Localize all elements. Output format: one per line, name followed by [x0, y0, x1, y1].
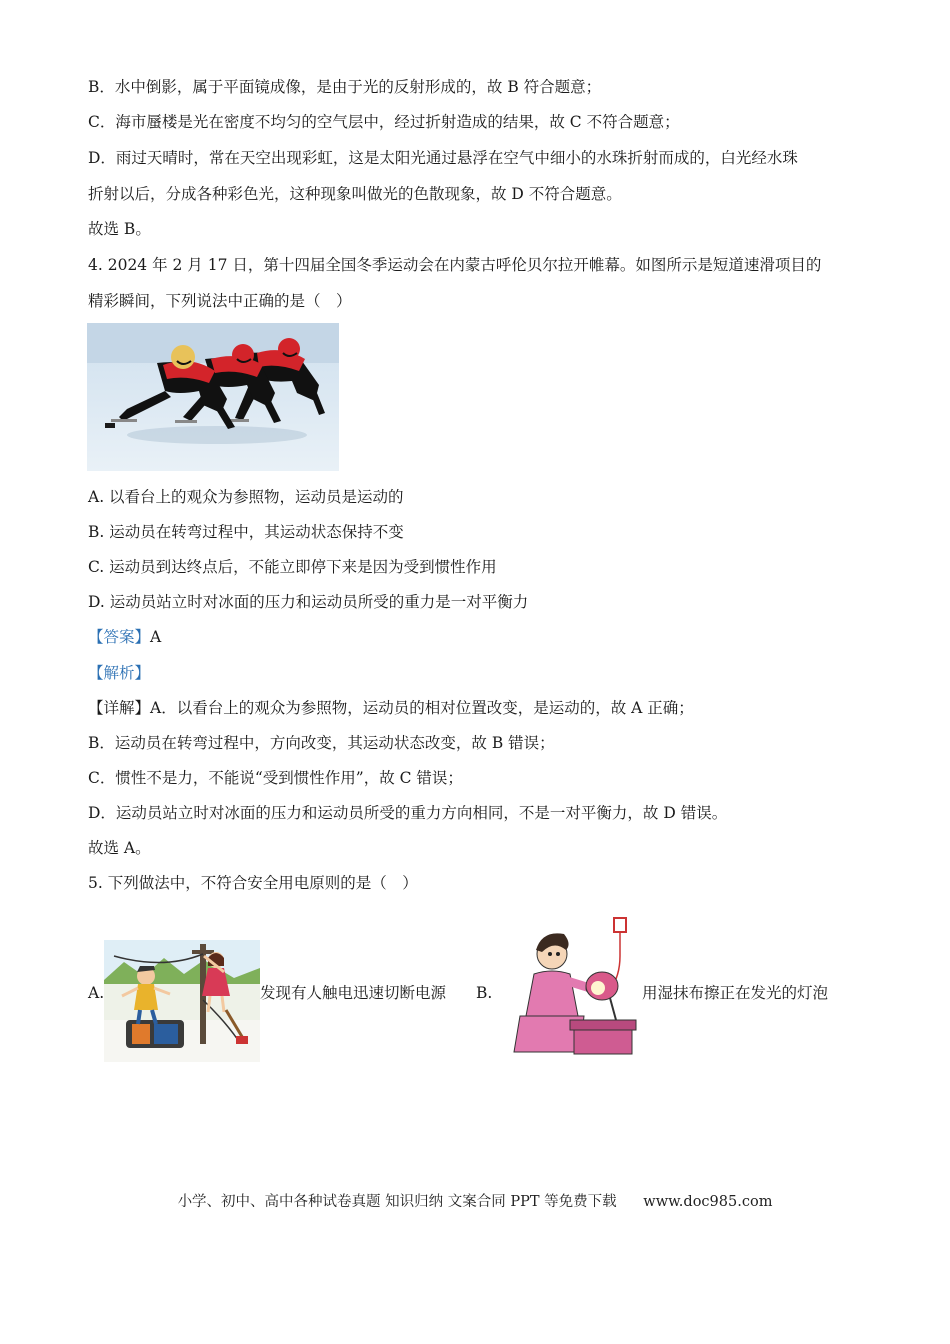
detail-label: 【详解】	[88, 699, 151, 717]
q4-choose: 故选 A。	[88, 839, 151, 857]
q4-detail-c: C．惯性不是力，不能说“受到惯性作用”，故 C 错误；	[88, 769, 463, 787]
footer-url[interactable]: www.doc985.com	[643, 1194, 773, 1210]
q4-detail-a	[88, 697, 694, 719]
q4-option-b: B. 运动员在转弯过程中，其运动状态保持不变	[88, 523, 404, 541]
q4-answer	[88, 626, 161, 648]
q5-stem: 5. 下列做法中，不符合安全用电原则的是（ ）	[88, 874, 418, 892]
q4-stem-line2: 精彩瞬间，下列说法中正确的是（ ）	[88, 292, 352, 310]
speed-skating-photo	[87, 323, 339, 471]
wet-cloth-lamp-illustration	[506, 916, 640, 1056]
prev-explanation-d-line1: D．雨过天晴时，常在天空出现彩虹，这是太阳光通过悬浮在空气中细小的水珠折射而成的，白光经水珠	[88, 149, 798, 167]
answer-value: A	[150, 628, 162, 646]
q4-option-a: A. 以看台上的观众为参照物，运动员是运动的	[88, 488, 404, 506]
q5-option-a-letter: A.	[88, 984, 105, 1002]
footer-text: 小学、初中、高中各种试卷真题 知识归纳 文案合同 PPT 等免费下载	[177, 1194, 617, 1210]
detail-a-text: A．以看台上的观众为参照物，运动员的相对位置改变，是运动的，故 A 正确；	[150, 699, 694, 717]
q4-stem-line1: 4. 2024 年 2 月 17 日，第十四届全国冬季运动会在内蒙古呼伦贝尔拉开帷幕。如图所示是短道速滑项目的	[88, 256, 822, 274]
q5-option-b-text: 用湿抹布擦正在发光的灯泡	[642, 984, 829, 1002]
answer-label: 【答案】	[88, 628, 151, 646]
q4-detail-d: D．运动员站立时对冰面的压力和运动员所受的重力方向相同，不是一对平衡力，故 D 错误。	[88, 804, 728, 822]
prev-choose: 故选 B。	[88, 220, 151, 238]
prev-explanation-d-line2: 折射以后，分成各种彩色光，这种现象叫做光的色散现象，故 D 不符合题意。	[88, 185, 622, 203]
prev-explanation-b: B．水中倒影，属于平面镜成像，是由于光的反射形成的，故 B 符合题意；	[88, 78, 602, 96]
prev-explanation-c: C．海市蜃楼是光在密度不均匀的空气层中，经过折射造成的结果，故 C 不符合题意；	[88, 113, 680, 131]
q5-option-a-text: 发现有人触电迅速切断电源	[260, 984, 447, 1002]
q5-option-b-letter: B.	[476, 984, 493, 1002]
q4-detail-b: B．运动员在转弯过程中，方向改变，其运动状态改变，故 B 错误；	[88, 734, 555, 752]
electric-shock-illustration	[104, 940, 260, 1062]
analysis-label: 【解析】	[88, 664, 151, 682]
q4-option-c: C. 运动员到达终点后，不能立即停下来是因为受到惯性作用	[88, 558, 497, 576]
footer	[0, 1190, 950, 1211]
q4-analysis-label	[88, 662, 150, 684]
q4-option-d: D. 运动员站立时对冰面的压力和运动员所受的重力是一对平衡力	[88, 593, 529, 611]
